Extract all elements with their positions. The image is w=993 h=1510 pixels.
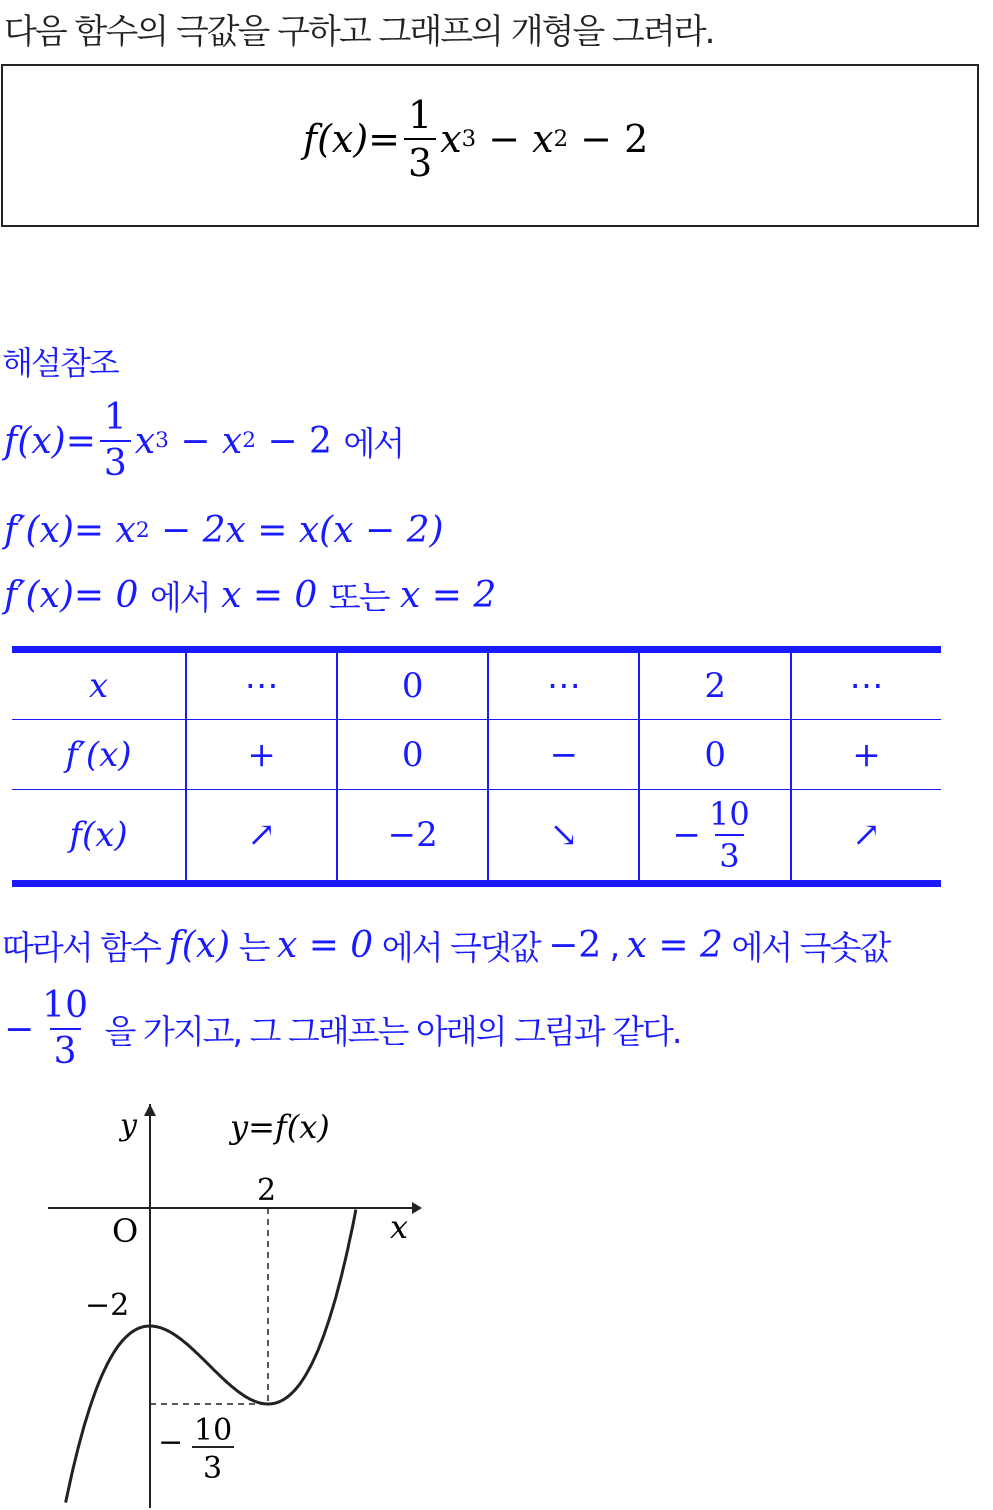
conclusion-line-2: − $\frac{10}{3}$ 을 가지고, 그 그래프는 아래의 그림과 같다. <box>4 985 681 1072</box>
line1-fraction: $\frac{1}{3}$ <box>100 400 131 482</box>
tick-label-neg2: −2 <box>85 1288 130 1323</box>
conclusion-line-1: 따라서 함수 f(x) 는 x = 0 에서 극댓값 −2 , x = 2 에서 극솟값 <box>2 925 890 967</box>
local-min-cell: − $\frac{10}{3}$ <box>639 790 790 884</box>
curve-label: y=f(x) <box>230 1108 330 1146</box>
table-row-fprime: f′(x) + 0 − 0 + <box>12 720 941 790</box>
formula-fraction: $\frac{1}{3}$ <box>404 96 436 182</box>
y-axis-arrow <box>144 1104 156 1116</box>
solution-header: 해설참조 <box>2 344 118 382</box>
min-label-sign: − <box>158 1425 184 1460</box>
problem-title: 다음 함수의 극값을 구하고 그래프의 개형을 그려라. <box>4 12 714 52</box>
problem-formula: f(x)= $\frac{1}{3}$ x 3 − x 2 − 2 <box>303 93 649 185</box>
solution-line-2: f′(x)= x 2 − 2x = x(x − 2) <box>4 510 444 551</box>
table-row-f: f(x) ↗ −2 ↘ − $\frac{10}{3}$ ↗ <box>12 790 941 884</box>
min-label-num: 10 <box>194 1413 233 1448</box>
solution-line-3: f′(x)= 0 에서 x = 0 또는 x = 2 <box>4 575 497 617</box>
formula-lhs: f(x)= <box>303 117 400 161</box>
y-axis-label: y <box>120 1108 137 1143</box>
x-axis-arrow <box>412 1202 422 1214</box>
min-label-den: 3 <box>203 1451 223 1486</box>
tick-label-2: 2 <box>257 1173 277 1208</box>
formula-box <box>1 64 979 227</box>
function-graph <box>0 1090 450 1510</box>
origin-label: O <box>112 1212 139 1250</box>
conclusion-fraction: $\frac{10}{3}$ <box>42 985 88 1072</box>
x-axis-label: x <box>390 1208 409 1246</box>
increase-decrease-table <box>12 646 941 887</box>
solution-line-1: f(x)= $\frac{1}{3}$ x 3 − x 2 − 2 에서 <box>4 397 404 484</box>
table-row-x: x ⋯ 0 ⋯ 2 ⋯ <box>12 650 941 720</box>
